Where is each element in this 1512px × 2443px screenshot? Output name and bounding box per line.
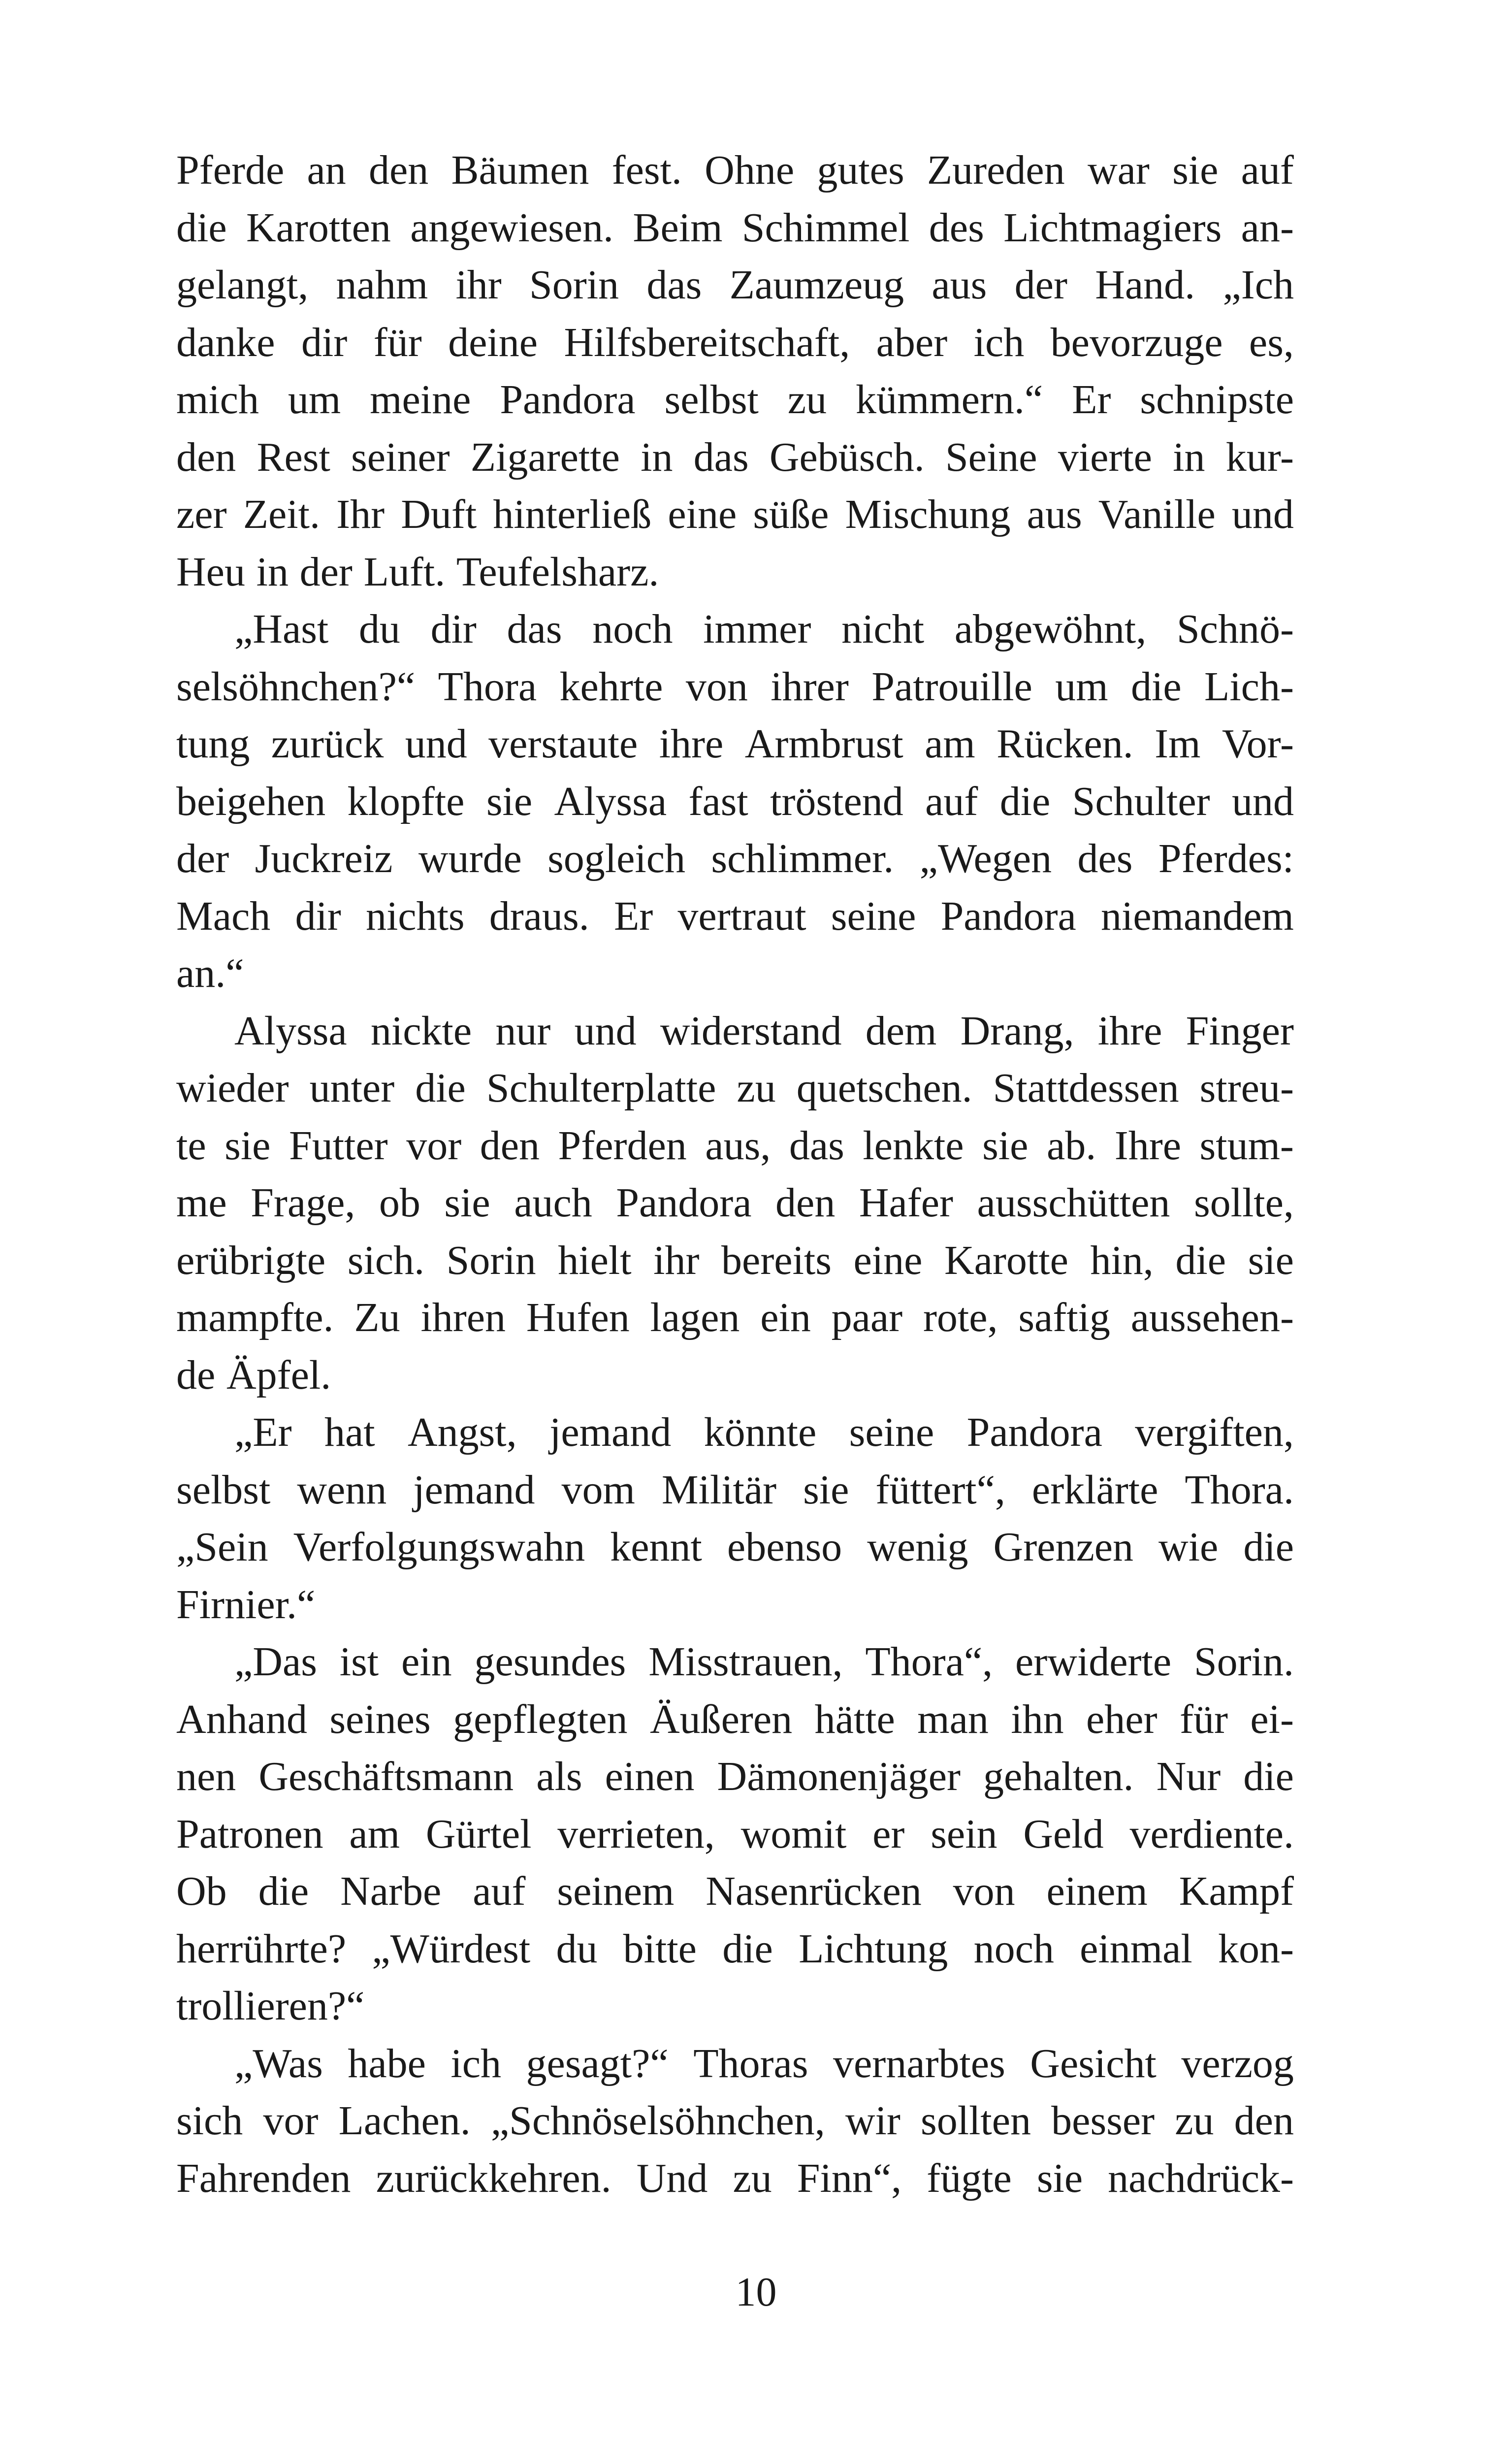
text-line: „Er hat Angst, jemand könnte seine Pandora vergiften, <box>234 1409 1294 1455</box>
text-line: erübrigte sich. Sorin hielt ihr bereits eine Karotte hin, die sie <box>176 1237 1294 1283</box>
text-line: selsöhnchen?“ Thora kehrte von ihrer Patrouille um die Lich- <box>176 663 1294 710</box>
text-line: Alyssa nickte nur und widerstand dem Drang, ihre Finger <box>234 1008 1294 1054</box>
text-line: beigehen klopfte sie Alyssa fast tröstend auf die Schulter und <box>176 778 1294 824</box>
text-line: te sie Futter vor den Pferden aus, das lenkte sie ab. Ihre stum- <box>176 1122 1294 1169</box>
text-line: Fahrenden zurückkehren. Und zu Finn“, fügte sie nachdrück- <box>176 2155 1294 2201</box>
text-line: der Juckreiz wurde sogleich schlimmer. „Wegen des Pferdes: <box>176 836 1294 881</box>
text-line: herrührte? „Würdest du bitte die Lichtung noch einmal kon- <box>176 1925 1294 1972</box>
text-line: sich vor Lachen. „Schnöselsöhnchen, wir sollten besser zu den <box>176 2098 1294 2144</box>
text-line: die Karotten angewiesen. Beim Schimmel des Lichtmagiers an- <box>176 204 1294 251</box>
text-line: Heu in der Luft. Teufelsharz. <box>176 549 659 595</box>
text-line: tung zurück und verstaute ihre Armbrust am Rücken. Im Vor- <box>176 721 1294 767</box>
text-line: Firnier.“ <box>176 1581 316 1628</box>
text-line: Pferde an den Bäumen fest. Ohne gutes Zureden war sie auf <box>176 147 1294 193</box>
page-number: 10 <box>735 2269 777 2315</box>
text-line: Mach dir nichts draus. Er vertraut seine Pandora niemandem <box>176 893 1294 939</box>
text-line: „Was habe ich gesagt?“ Thoras vernarbtes Gesicht verzog <box>234 2040 1294 2086</box>
text-line: trollieren?“ <box>176 1983 365 2029</box>
body-text <box>176 142 1294 2207</box>
text-line: Anhand seines gepflegten Äußeren hätte man ihn eher für ei- <box>176 1696 1294 1742</box>
text-line: gelangt, nahm ihr Sorin das Zaumzeug aus der Hand. „Ich <box>176 262 1294 308</box>
text-line: Patronen am Gürtel verrieten, womit er sein Geld verdiente. <box>176 1811 1294 1857</box>
text-line: mampfte. Zu ihren Hufen lagen ein paar rote, saftig aussehen- <box>176 1295 1294 1340</box>
text-line: an.“ <box>176 950 244 996</box>
text-line: me Frage, ob sie auch Pandora den Hafer ausschütten sollte, <box>176 1180 1294 1226</box>
text-line: „Sein Verfolgungswahn kennt ebenso wenig Grenzen wie die <box>176 1524 1294 1570</box>
text-line: „Hast du dir das noch immer nicht abgewöhnt, Schnö- <box>234 606 1294 652</box>
text-line: de Äpfel. <box>176 1352 331 1398</box>
text-line: „Das ist ein gesundes Misstrauen, Thora“, erwiderte Sorin. <box>234 1639 1294 1685</box>
text-line: nen Geschäftsmann als einen Dämonenjäger gehalten. Nur die <box>176 1754 1294 1799</box>
text-line: selbst wenn jemand vom Militär sie füttert“, erklärte Thora. <box>176 1466 1294 1513</box>
text-line: zer Zeit. Ihr Duft hinterließ eine süße Mischung aus Vanille und <box>176 491 1294 537</box>
text-line: mich um meine Pandora selbst zu kümmern.“ Er schnipste <box>176 377 1294 423</box>
text-line: danke dir für deine Hilfsbereitschaft, aber ich bevorzuge es, <box>176 319 1294 365</box>
text-line: den Rest seiner Zigarette in das Gebüsch. Seine vierte in kur- <box>176 434 1294 480</box>
text-line: wieder unter die Schulterplatte zu quetschen. Stattdessen streu- <box>176 1065 1294 1111</box>
text-line: Ob die Narbe auf seinem Nasenrücken von einem Kampf <box>176 1868 1294 1914</box>
